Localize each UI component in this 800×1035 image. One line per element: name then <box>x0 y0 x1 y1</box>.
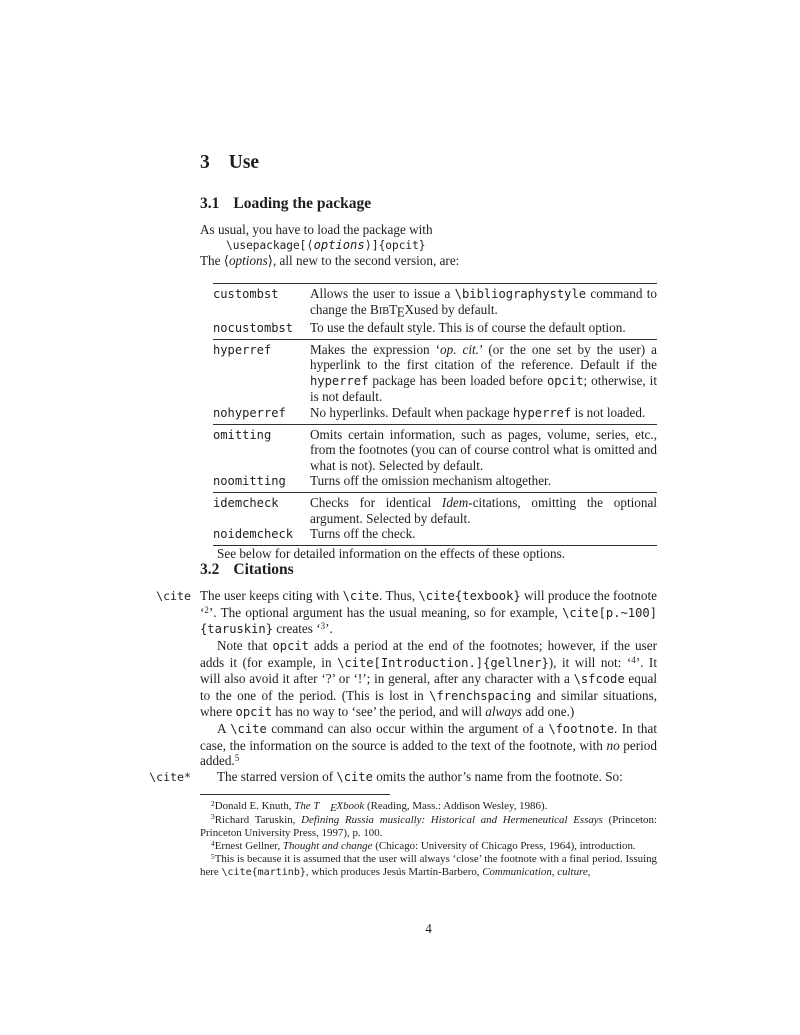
table-row <box>213 405 657 425</box>
option-name: noidemcheck <box>213 527 294 542</box>
option-description: Turns off the omission mechanism altogether. <box>310 473 552 489</box>
option-name: nohyperref <box>213 405 286 420</box>
footnote-rule <box>200 794 390 795</box>
option-name: hyperref <box>213 342 272 357</box>
page-number: 4 <box>425 921 432 936</box>
paragraph: The starred version of \cite omits the author’s name from the footnote. So: <box>217 768 623 784</box>
text-column <box>149 152 658 880</box>
option-description: Turns off the check. <box>310 526 416 542</box>
subsection-number: 3.1 <box>200 195 220 212</box>
option-description: Makes the expression ‘op. cit.’ (or the one set by the user) a hyperlink to the first citation of the reference. Default if the hyperref package has been loaded before opcit; otherwise, it is not default. <box>310 341 658 405</box>
section-heading <box>200 152 657 174</box>
section-title: Use <box>228 152 260 173</box>
option-description: Omits certain information, such as pages, volume, series, etc., from the footnotes (you can of course control what is omitted and what is not). Selected by default. <box>310 426 657 473</box>
loading-intro: As usual, you have to load the package with <box>200 222 433 237</box>
footnote: $^5$This is because it is assumed that the user will always ‘close’ the footnote with a final period. Issuing here \cite{martinb}, which produces Jesús Martín-Barbero, Communication, culture, <box>200 851 657 879</box>
option-description: No hyperlinks. Default when package hyperref is not loaded. <box>310 404 646 420</box>
option-name: custombst <box>213 286 279 301</box>
paragraph-period-behavior: Note that opcit adds a period at the end of the footnotes; however, if the user adds it (for example, in \cite[Introduction.]{gellner}), it will not: ‘$^4$’. It will also avoid it after ‘?’ or ‘!’; in general, after any character with a \sfcode equal to the one of the period. (This is lost in \frenchspacing and similar situations, where opcit has no way to ‘see’ the period, and will always add one.) <box>200 638 657 720</box>
option-name: noomitting <box>213 474 286 489</box>
paragraph: The user keeps citing with \cite. Thus, \cite{texbook} will produce the footnote ‘$^2$’. The optional argument has the usual meaning, so for example, \cite[p.~100]{taruskin} creates ‘$^3$’. <box>200 588 658 637</box>
margin-note-cite-star: \cite* <box>149 769 191 784</box>
subsection-number: 3.2 <box>200 561 220 579</box>
table-row <box>213 473 657 493</box>
options-intro: The ⟨options⟩, all new to the second version, are: <box>200 253 460 269</box>
usepackage-code-line: \usepackage[⟨options⟩]{opcit} <box>226 237 426 252</box>
subsection-heading-loading <box>200 195 657 213</box>
margin-note-cite: \cite <box>156 589 191 604</box>
paragraph-cite <box>156 588 658 638</box>
paragraph-footnote-argument: A \cite command can also occur within the argument of a \footnote. In that case, the information on the source is added to the text of the footnote, with no period added.$^5$ <box>200 721 657 769</box>
footnote: $^4$Ernest Gellner, Thought and change (Chicago: University of Chicago Press, 1964), introduction. <box>211 838 636 853</box>
option-description: To use the default style. This is of course the default option. <box>310 319 626 335</box>
see-below-note: See below for detailed information on the effects of these options. <box>217 545 566 561</box>
section-number: 3 <box>200 152 210 173</box>
subsection-title: Loading the package <box>233 195 372 212</box>
option-description: Checks for identical Idem-citations, omitting the optional argument. Selected by default. <box>310 494 657 526</box>
option-name: nocustombst <box>213 320 294 335</box>
subsection-heading-citations <box>200 561 657 579</box>
table-row <box>213 495 657 526</box>
footnotes-block <box>200 794 657 879</box>
subsection-title: Citations <box>233 561 294 579</box>
table-row <box>213 526 657 543</box>
footnote: $^3$Richard Taruskin, Defining Russia musically: Historical and Hermeneutical Essays (Princeton: Princeton University Press, 1997), p. 100. <box>200 812 657 839</box>
option-name: omitting <box>213 427 272 442</box>
footnote-list <box>200 800 657 879</box>
table-row <box>213 320 657 340</box>
option-description: Allows the user to issue a \bibliographystyle command to change the BIBTEXused by default. <box>310 285 658 320</box>
option-name: idemcheck <box>213 495 279 510</box>
table-row <box>213 342 657 405</box>
table-row <box>213 286 657 320</box>
footnote: $^2$Donald E. Knuth, The T EXbook (Reading, Mass.: Addison Wesley, 1986). <box>211 799 548 815</box>
table-row <box>213 427 657 474</box>
paragraph-cite-star <box>149 768 657 786</box>
options-table <box>213 283 657 546</box>
